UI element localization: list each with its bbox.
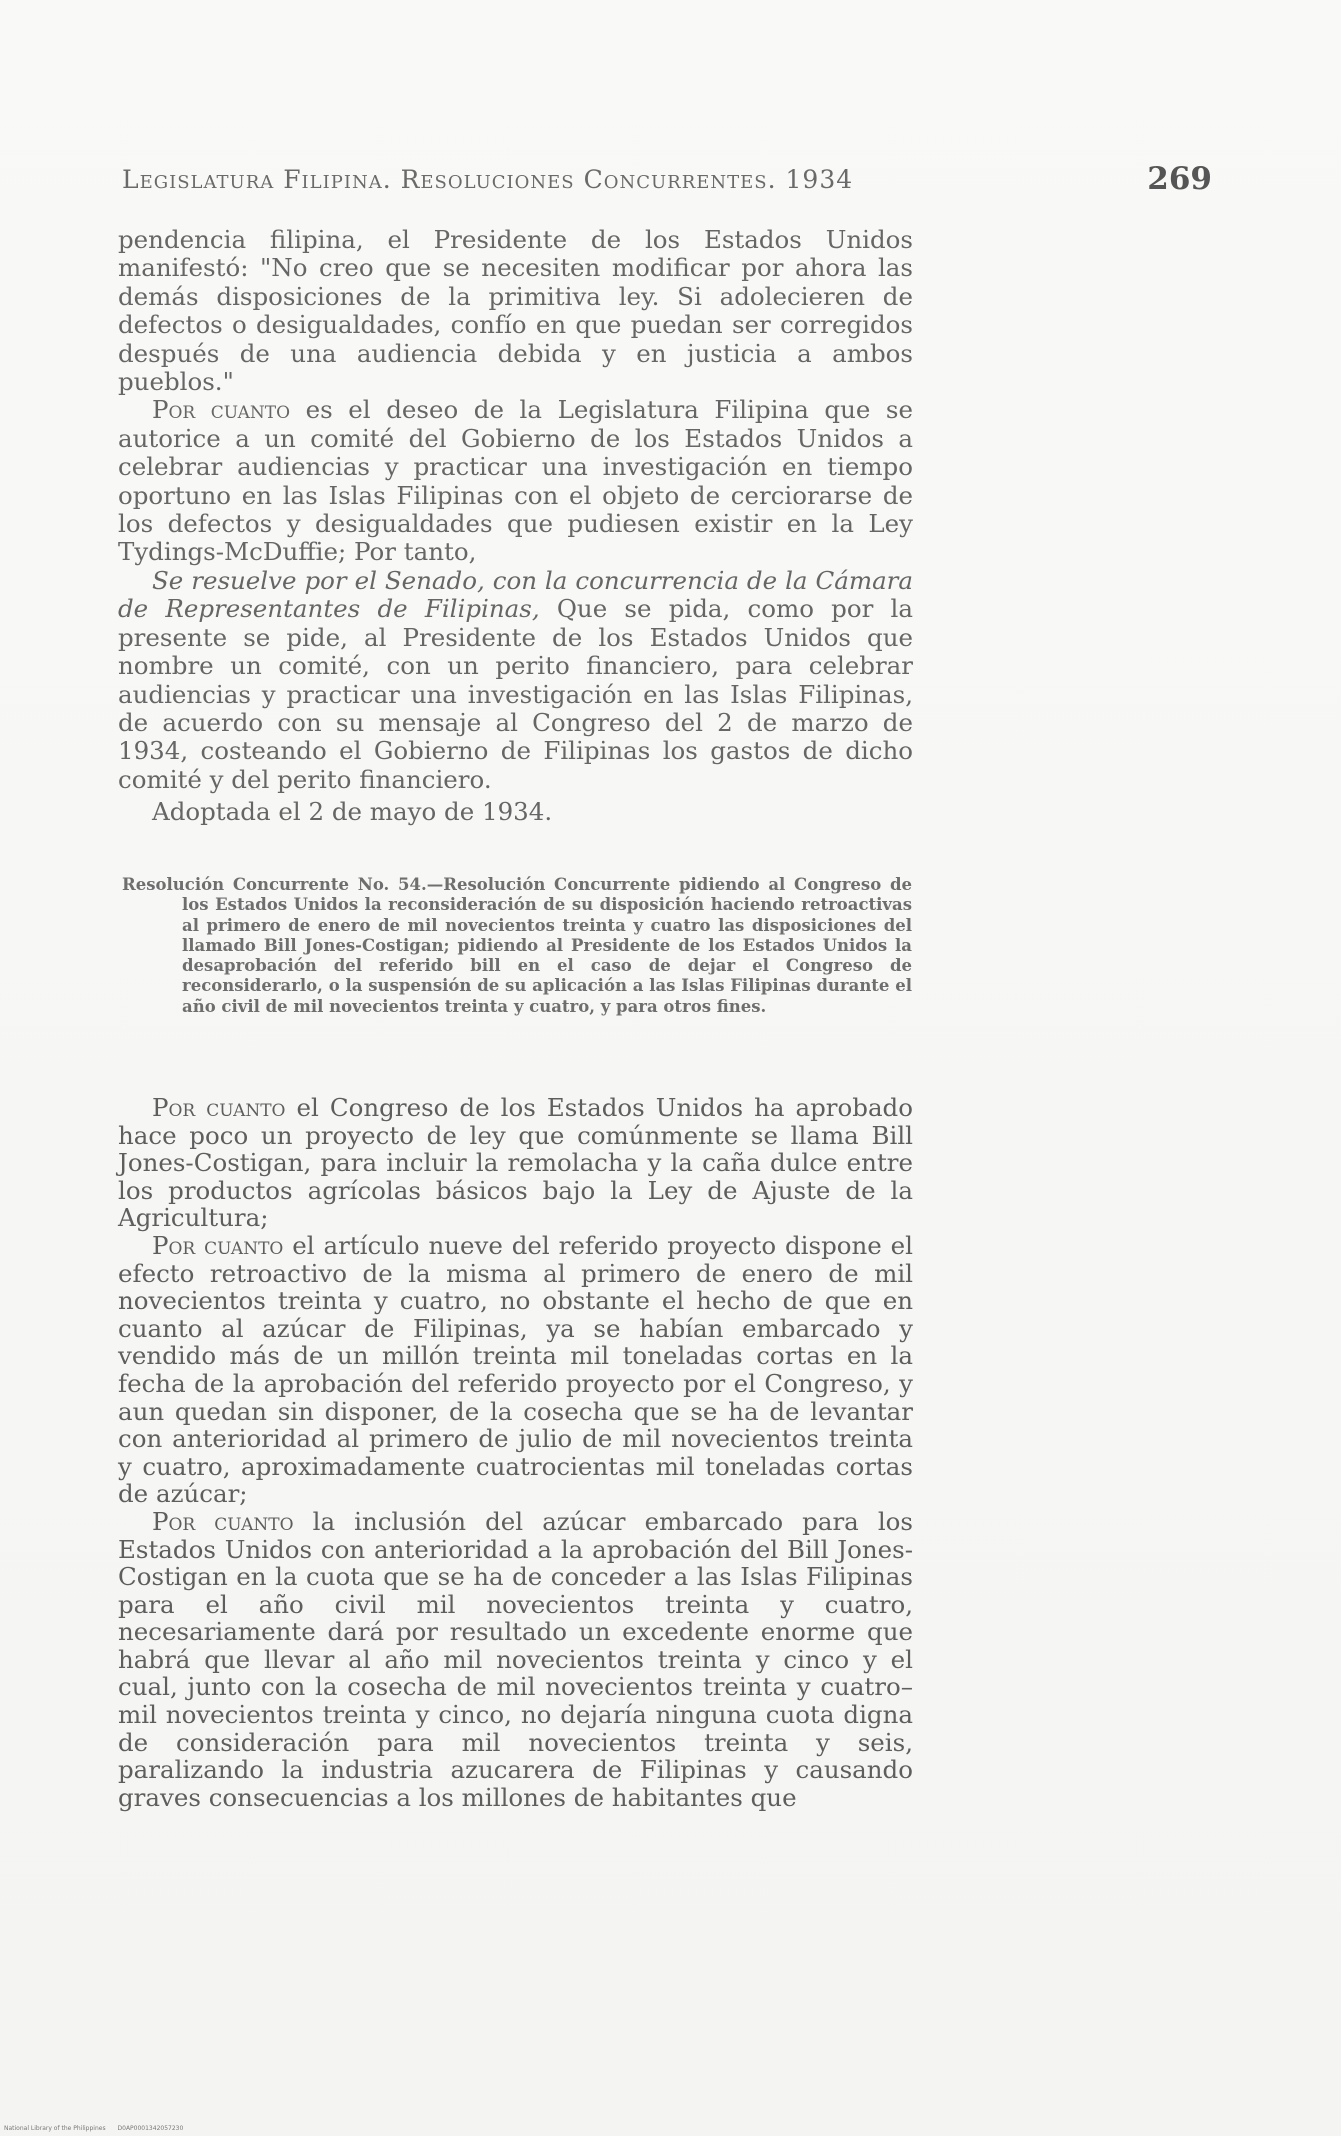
paragraph-lead: Por cuanto [152,1506,294,1536]
paragraph-lead: Por cuanto [152,395,291,425]
resolving-clause: Se resuelve por el Senado, con la concurrencia de la Cámara de Representantes de Filipinas, [118,565,913,624]
library-credit: National Library of the Philippines [4,2125,106,2132]
paragraph [118,396,913,566]
page-number: 269 [1147,161,1212,197]
scan-code: D0AP0001342057230 [117,2125,184,2132]
paragraph-text: el artículo nueve del referido proyecto dispone el efecto retroactivo de la misma al primero de enero de mil novecientos treinta y cuatro, no obstante el hecho de que en cuanto al azúcar de Filipinas, ya se habían embarcado y vendido más de un millón treinta mil toneladas cortas en la fecha de la aprobación del referido proyecto por el Congreso, y aun quedan sin disponer, de la cosecha que se ha de levantar con anterioridad al primero de julio de mil novecientos treinta y cuatro, aproximadamente cuatrocientas mil toneladas cortas de azúcar; [118,1230,914,1509]
paragraph-lead: Por cuanto [152,1093,286,1122]
scan-footer [4,2125,193,2132]
resolution-summary-text: Resolución Concurrente No. 54.—Resolución Concurrente pidiendo al Congreso de los Estados Unidos la reconsideración de su disposición haciendo retroactivas al primero de enero de mil novecientos treinta y cuatro las disposiciones del llamado Bill Jones-Costigan; pidiendo al Presidente de los Estados Unidos la desaprobación del referido bill en el caso de dejar el Congreso de reconsiderarlo, o la suspensión de su aplicación a las Islas Filipinas durante el año civil de mil novecientos treinta y cuatro, y para otros fines. [122,875,912,1016]
paragraph-text: el Congreso de los Estados Unidos ha aprobado hace poco un proyecto de ley que comúnmente se llama Bill Jones-Costigan, para incluir la remolacha y la caña dulce entre los productos agrícolas básicos bajo la Ley de Ajuste de la Agricultura; [118,1093,913,1233]
paragraph-text: la inclusión del azúcar embarcado para los Estados Unidos con anterioridad a la aprobación del Bill Jones-Costigan en la cuota que se ha de conceder a las Islas Filipinas para el año civil mil novecientos treinta y cuatro, necesariamente dará por resultado un excedente enorme que habrá que llevar al año mil novecientos treinta y cinco y el cual, junto con la cosecha de mil novecientos treinta y cuatro–mil novecientos treinta y cinco, no dejaría ninguna cuota digna de consideración para mil novecientos treinta y seis, paralizando la industria azucarera de Filipinas y causando graves consecuencias a los millones de habitantes que [118,1506,914,1812]
paragraph [118,1508,913,1812]
body-section-1 [118,226,913,827]
paragraph-lead: Por cuanto [152,1230,284,1260]
paragraph [118,567,913,794]
page-header [122,161,1212,205]
paragraph: pendencia filipina, el Presidente de los Estados Unidos manifestó: "No creo que se necesiten modificar por ahora las demás disposiciones de la primitiva ley. Si adolecieren de defectos o desigualdades, confío en que puedan ser corregidos después de una audiencia debida y en justicia a ambos pueblos." [118,225,913,397]
paragraph [118,1232,913,1508]
resolution-summary [122,875,912,1017]
paragraph [118,1094,913,1232]
adoption-date: Adoptada el 2 de mayo de 1934. [152,797,553,827]
running-title: Legislatura Filipina. Resoluciones Concurrentes. 1934 [122,165,854,194]
paragraph-text: Que se pida, como por la presente se pide, al Presidente de los Estados Unidos que nombre un comité, con un perito financiero, para celebrar audiencias y practicar una investigación en las Islas Filipinas, de acuerdo con su mensaje al Congreso del 2 de marzo de 1934, costeando el Gobierno de Filipinas los gastos de dicho comité y del perito financiero. [118,594,913,794]
paragraph-text: es el deseo de la Legislatura Filipina que se autorice a un comité del Gobierno de los Estados Unidos a celebrar audiencias y practicar una investigación en tiempo oportuno en las Islas Filipinas con el objeto de cerciorarse de los defectos y desigualdades que pudiesen existir en la Ley Tydings-McDuffie; Por tanto, [118,395,913,567]
body-section-2 [118,1094,913,1811]
